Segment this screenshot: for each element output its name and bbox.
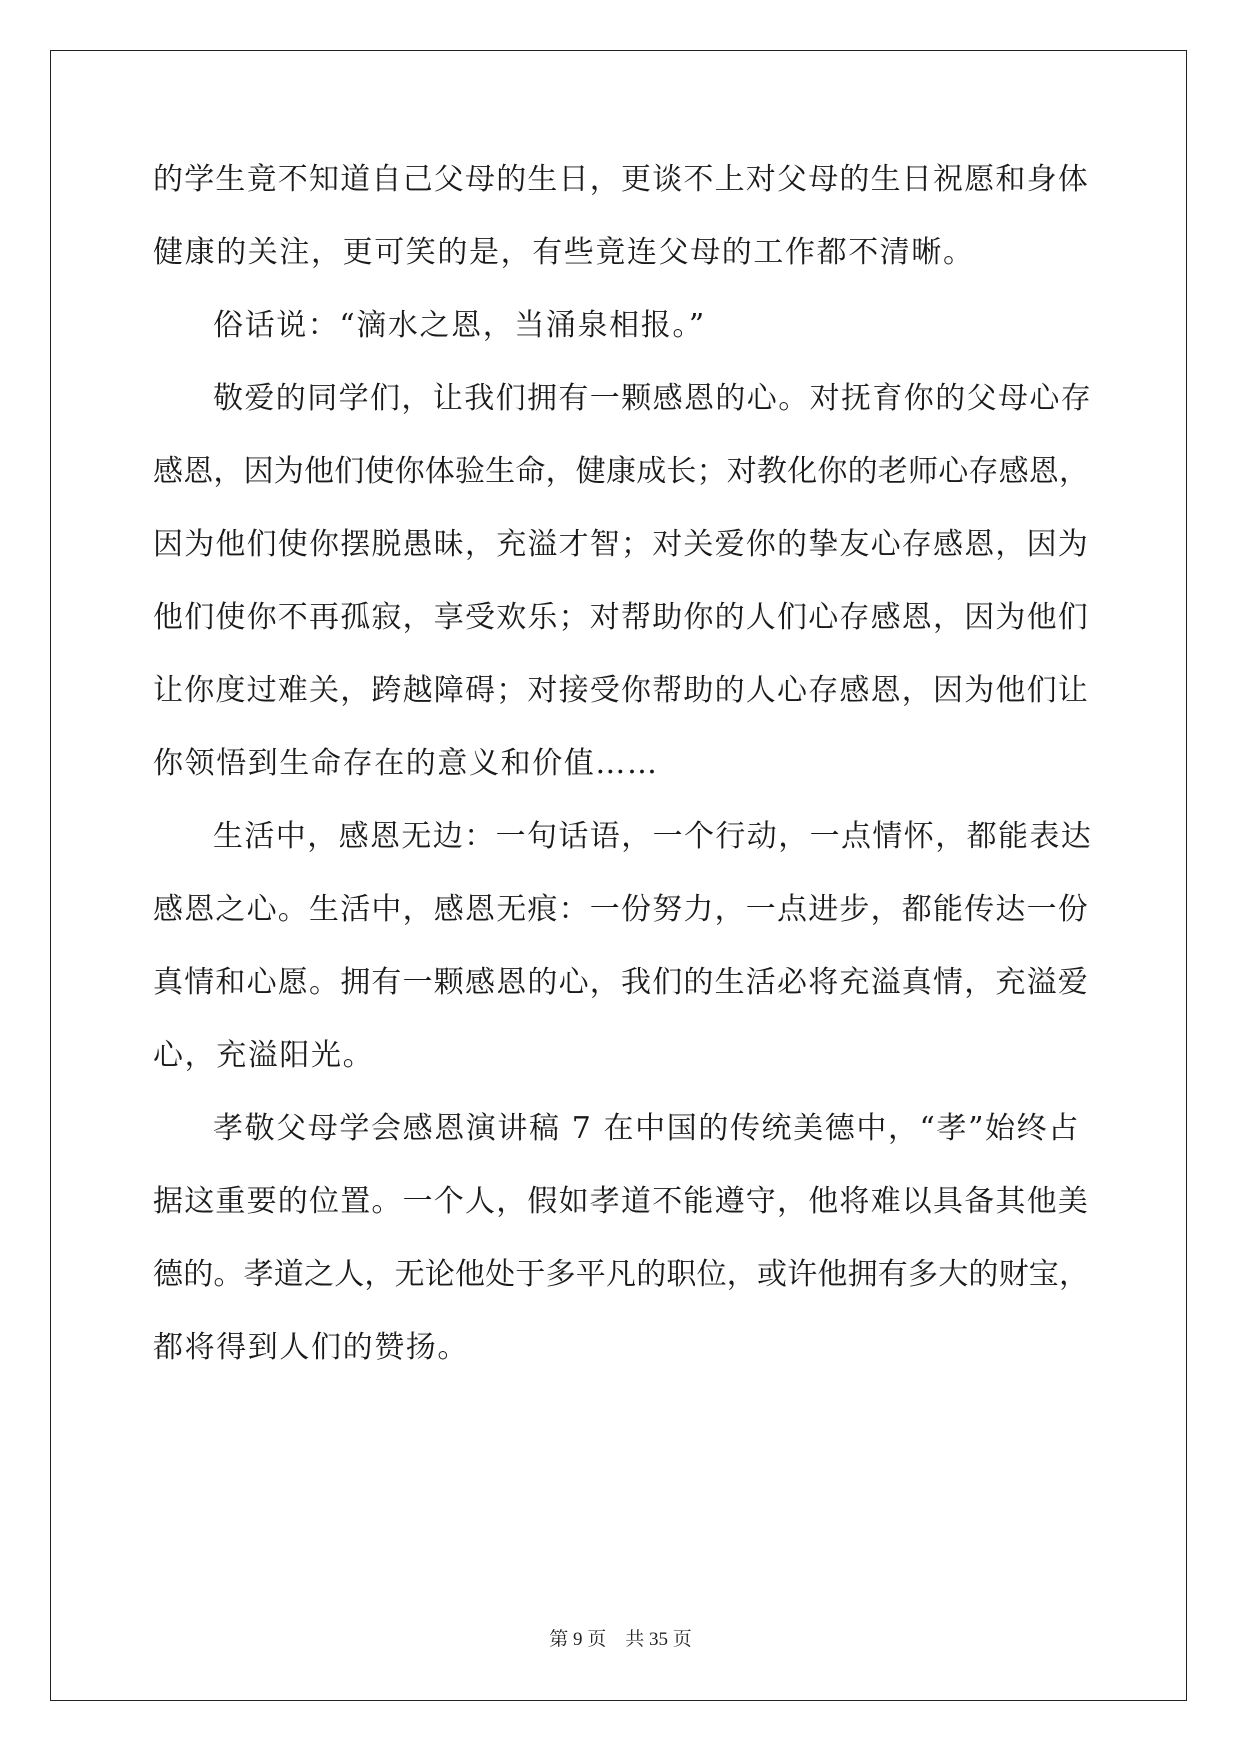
page-number: 第 9 页 共 35 页 — [549, 1629, 692, 1650]
text-line: 都将得到人们的赞扬。 — [153, 1330, 469, 1365]
text-line: 你领悟到生命存在的意义和价值…… — [153, 746, 659, 781]
paragraph-start: 生活中，感恩无边：一句话语，一个行动，一点情怀，都能表达 — [213, 819, 1093, 854]
paragraph-start: 敬爱的同学们，让我们拥有一颗感恩的心。对抚育你的父母心存 — [213, 381, 1093, 416]
text-line: 的学生竟不知道自己父母的生日，更谈不上对父母的生日祝愿和身体 — [153, 162, 1089, 197]
text-line: 感恩，因为他们使你体验生命，健康成长；对教化你的老师心存感恩， — [153, 454, 1090, 489]
text-line: 德的。孝道之人，无论他处于多平凡的职位，或许他拥有多大的财宝， — [153, 1257, 1090, 1292]
page-border — [50, 50, 1187, 1701]
text-line: 让你度过难关，跨越障碍；对接受你帮助的人心存感恩，因为他们让 — [153, 673, 1089, 708]
text-line: 据这重要的位置。一个人，假如孝道不能遵守，他将难以具备其他美 — [153, 1184, 1089, 1219]
text-line: 他们使你不再孤寂，享受欢乐；对帮助你的人们心存感恩，因为他们 — [153, 600, 1089, 635]
text-line: 感恩之心。生活中，感恩无痕：一份努力，一点进步，都能传达一份 — [153, 892, 1089, 927]
paragraph-start: 俗话说：“滴水之恩，当涌泉相报。” — [213, 308, 706, 343]
text-line: 因为他们使你摆脱愚昧，充溢才智；对关爱你的挚友心存感恩，因为 — [153, 527, 1089, 562]
paragraph-start: 孝敬父母学会感恩演讲稿 7 在中国的传统美德中，“孝”始终占 — [213, 1111, 1080, 1146]
text-line: 健康的关注，更可笑的是，有些竟连父母的工作都不清晰。 — [153, 235, 975, 270]
text-line: 真情和心愿。拥有一颗感恩的心，我们的生活必将充溢真情，充溢爱 — [153, 965, 1089, 1000]
text-line: 心，充溢阳光。 — [153, 1038, 375, 1073]
